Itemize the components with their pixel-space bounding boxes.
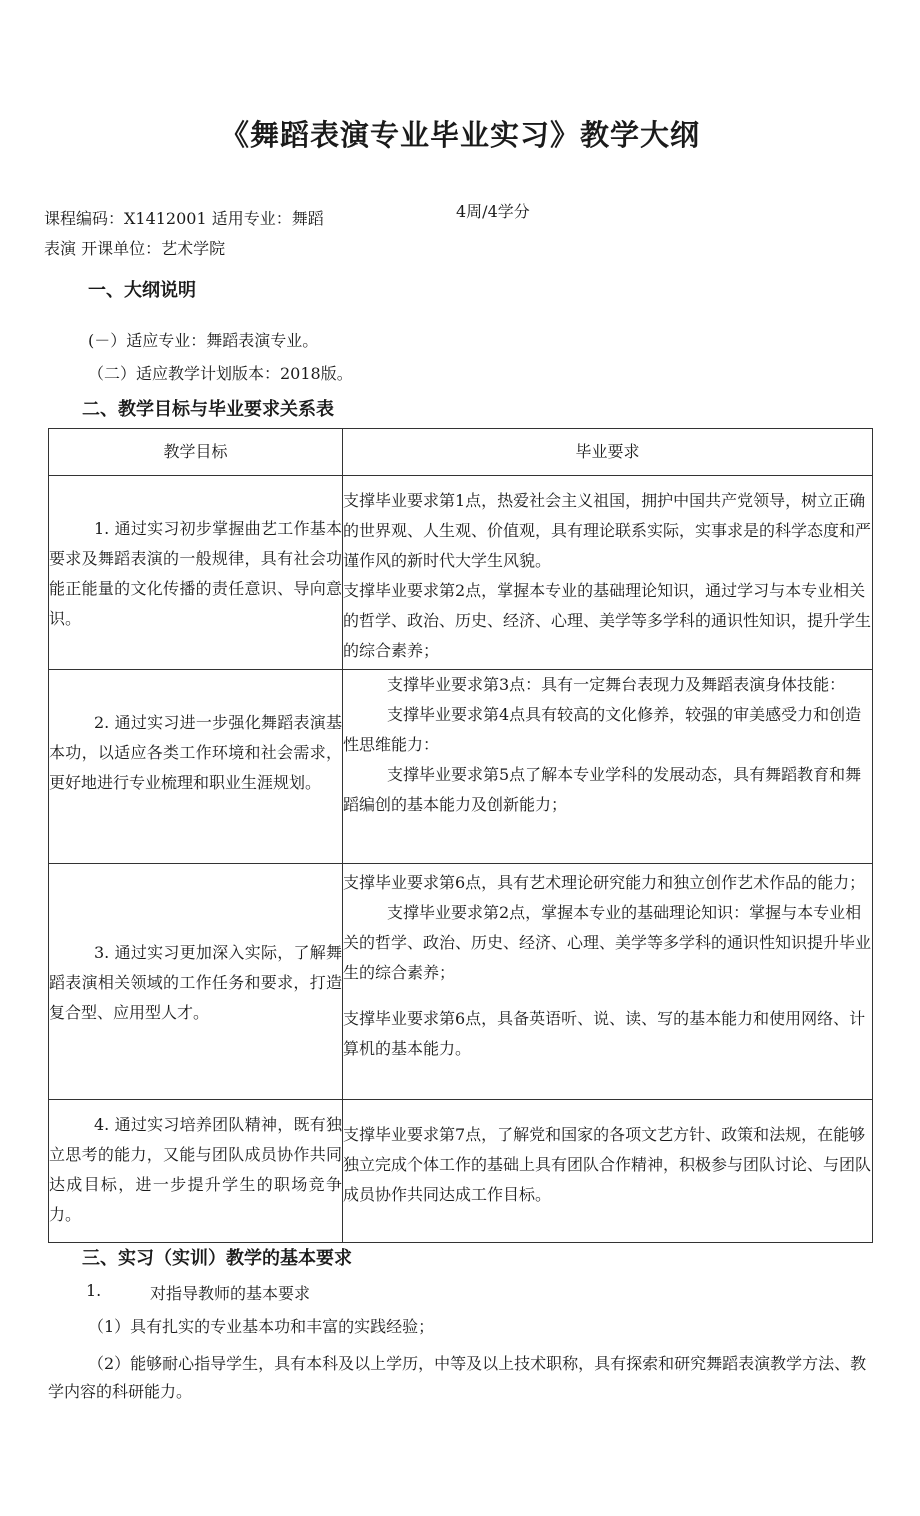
course-hours: 4周/4学分 [456, 202, 530, 221]
section-1-heading: 一、大纲说明 [88, 280, 196, 301]
header-requirement: 毕业要求 [343, 429, 873, 476]
table-header-row [49, 429, 873, 476]
requirement-text: 支撑毕业要求第2点，掌握本专业的基础理论知识，通过学习与本专业相关的哲学、政治、历史、经济、心理、美学等多学科的通识性知识，提升学生的综合素养； [343, 581, 872, 660]
header-goal: 教学目标 [49, 429, 343, 476]
section-1-item-1: (－）适应专业：舞蹈表演专业。 [88, 331, 319, 350]
requirement-text: 支撑毕业要求第1点，热爱社会主义祖国，拥护中国共产党领导，树立正确的世界观、人生观、价值观，具有理论联系实际，实事求是的科学态度和严谨作风的新时代大学生风貌。 [343, 491, 872, 570]
section-3-sub-title: 对指导教师的基本要求 [150, 1284, 311, 1303]
section-3-item-1: （1）具有扎实的专业基本功和丰富的实践经验； [88, 1317, 435, 1336]
goal-text: 1. 通过实习初步掌握曲艺工作基本要求及舞蹈表演的一般规律，具有社会功能正能量的文化传播的责任意识、导向意识。 [49, 519, 342, 628]
requirement-text: 支撑毕业要求第4点具有较高的文化修养，较强的审美感受力和创造性思维能力： [343, 705, 862, 754]
requirement-text: 支撑毕业要求第6点，具有艺术理论研究能力和独立创作艺术作品的能力； [343, 873, 866, 892]
requirement-text: 支撑毕业要求第7点，了解党和国家的各项文艺方针、政策和法规，在能够独立完成个体工作的基础上具有团队合作精神，积极参与团队讨论、与团队成员协作共同达成工作目标。 [343, 1125, 872, 1204]
section-2-heading: 二、教学目标与毕业要求关系表 [82, 399, 334, 420]
table-row [49, 864, 873, 1100]
goal-text: 2. 通过实习进一步强化舞蹈表演基本功，以适应各类工作环境和社会需求，更好地进行专业梳理和职业生涯规划。 [49, 713, 342, 792]
requirement-text: 支撑毕业要求第5点了解本专业学科的发展动态，具有舞蹈教育和舞蹈编创的基本能力及创新能力； [343, 765, 862, 814]
goals-requirements-table [48, 428, 873, 1243]
table-row [49, 1100, 873, 1243]
requirement-text: 支撑毕业要求第3点：具有一定舞台表现力及舞蹈表演身体技能： [387, 675, 846, 694]
table-row [49, 476, 873, 670]
course-meta-line-2: 表演 开课单位：艺术学院 [44, 239, 226, 258]
goal-text: 3. 通过实习更加深入实际，了解舞蹈表演相关领域的工作任务和要求，打造复合型、应用型人才。 [49, 943, 342, 1022]
section-3-heading: 三、实习（实训）教学的基本要求 [82, 1248, 352, 1269]
requirement-text: 支撑毕业要求第2点，掌握本专业的基础理论知识：掌握与本专业相关的哲学、政治、历史、经济、心理、美学等多学科的通识性知识提升毕业生的综合素养； [343, 903, 872, 982]
page-title: 《舞蹈表演专业毕业实习》教学大纲 [219, 118, 700, 152]
section-3-sub-number: 1. [86, 1281, 102, 1300]
goal-text: 4. 通过实习培养团队精神，既有独立思考的能力，又能与团队成员协作共同达成目标，进一步提升学生的职场竞争力。 [49, 1115, 342, 1224]
section-1-item-2: （二）适应教学计划版本：2018版。 [88, 364, 353, 383]
requirement-text: 支撑毕业要求第6点，具备英语听、说、读、写的基本能力和使用网络、计算机的基本能力。 [343, 1009, 866, 1058]
table-row [49, 670, 873, 864]
section-3-item-2: （2）能够耐心指导学生，具有本科及以上学历，中等及以上技术职称，具有探索和研究舞蹈表演教学方法、教学内容的科研能力。 [48, 1354, 867, 1401]
course-meta-line-1: 课程编码：X1412001 适用专业：舞蹈 [44, 209, 324, 228]
